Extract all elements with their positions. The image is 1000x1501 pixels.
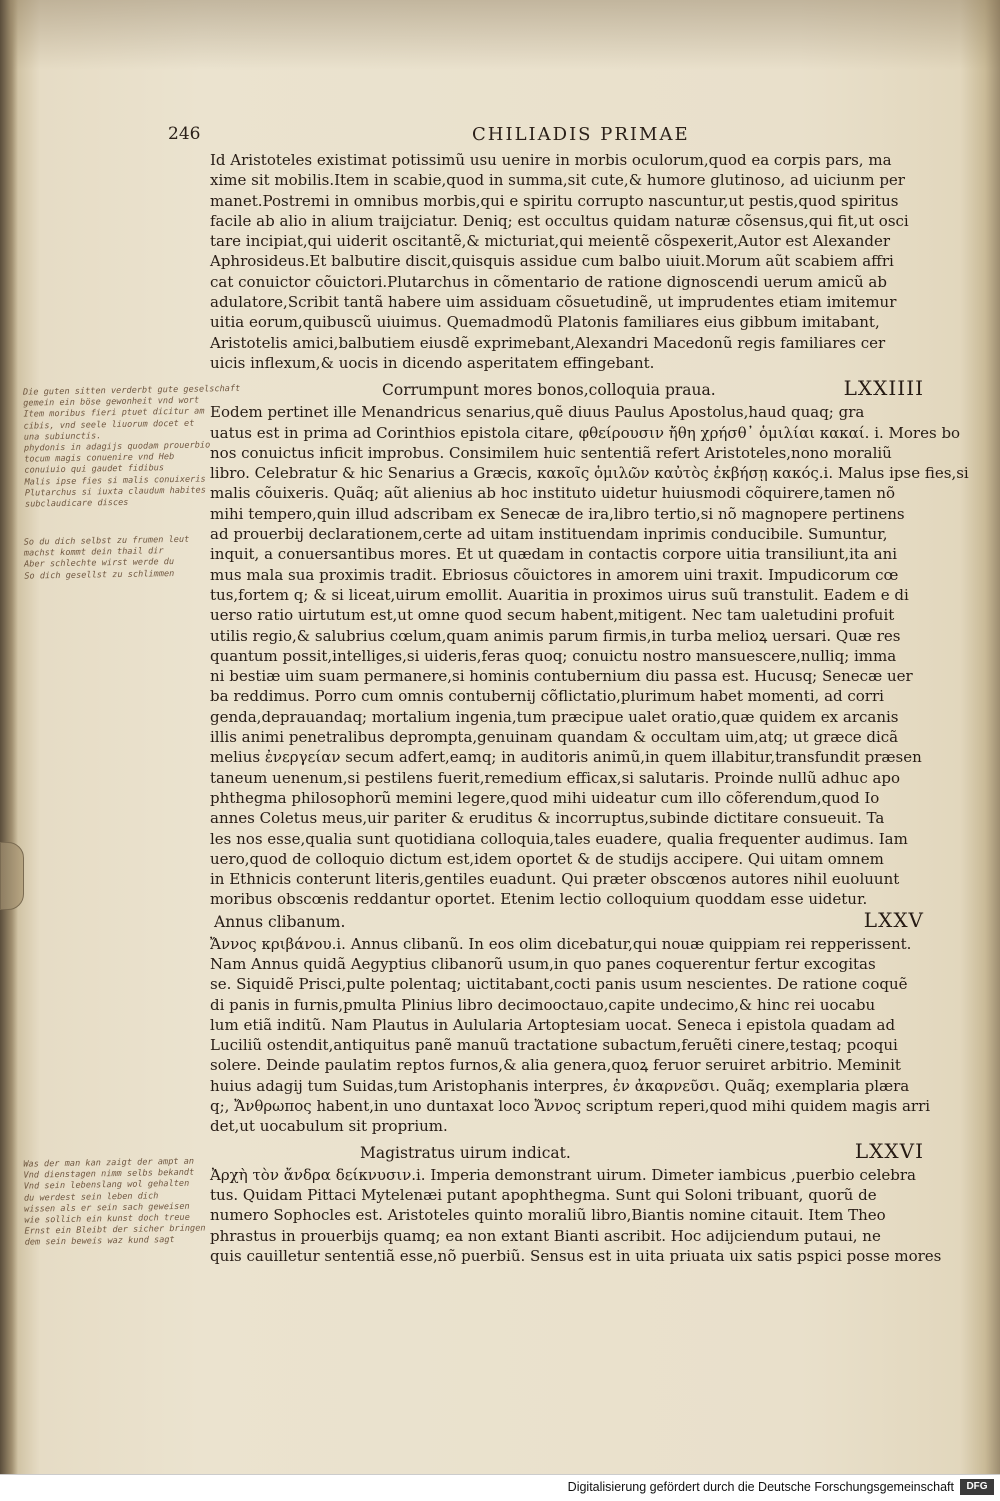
handwritten-line: conuiuio qui gaudet fidibus	[24, 463, 165, 477]
text-line: ad prouerbij declarationem,certe ad uitam instituendam inprimis conducibile. Sumuntur,	[210, 525, 888, 544]
handwritten-line: Malis ipse fies si malis conuixeris	[24, 474, 206, 488]
handwritten-line: Die guten sitten verderbt gute geselschaft	[22, 383, 241, 398]
handwritten-line: tocum magis conuenire vnd Heb	[24, 452, 175, 465]
text-line: det,ut uocabulum sit proprium.	[210, 1117, 448, 1136]
adage-heading-lxxvi	[210, 1138, 924, 1165]
text-line: quantum possit,intelliges,si uideris,feras quoq; conuictu nostro mansuescere,nulliq; imma	[210, 646, 897, 665]
text-line: ni bestiæ uim suam permanere,si hominis contubernium diu passa est. Hucusq; Senecæ uer	[210, 667, 913, 686]
text-line: tus,fortem q; & si liceat,uirum emollit. Auaritia in proximos uirus suũ transtulit. Eadem e di	[210, 585, 909, 604]
text-line: lum etiã inditũ. Nam Plautus in Aulularia Artoptesiam uocat. Seneca i epistola quadam ad	[210, 1015, 896, 1034]
text-line: di panis in furnis,pmulta Plinius libro decimooctauo,capite undecimo,& hinc rei uocabu	[210, 995, 876, 1014]
text-line: quis cauilletur sententiã esse,nõ puerbiũ. Sensus est in uita priuata uix satis pspici posse mores	[210, 1246, 942, 1265]
text-line: numero Sophocles est. Aristoteles quinto moraliũ libro,Biantis nomine citauit. Item Theo	[210, 1206, 886, 1225]
handwritten-line: Item moribus fieri ptuet dicitur am	[23, 406, 205, 421]
text-line: phrastus in prouerbijs quamq; ea non extant Bianti ascribit. Hoc adijciendum putaui, ne	[210, 1226, 881, 1245]
adage-title: Magistratus uirum indicat.	[360, 1143, 571, 1162]
text-line: mihi tempero,quin illud adscribam ex Senecæ de ira,libro tertio,si nõ magnopere pertinens	[210, 504, 905, 523]
text-line: in Ethnicis conterunt literis,gentiles euadunt. Qui præter obscœnos autores nihil euoluunt	[210, 870, 900, 889]
handwritten-line: Ernst ein Bleibt der sicher bringen	[24, 1223, 206, 1237]
text-line: Ἀρχὴ τὸν ἄνδρα δείκνυσιν.i. Imperia demonstrant uirum. Dimeter iambicus ,puerbio celebra	[210, 1165, 916, 1184]
text-line: uatus est in prima ad Corinthios epistola citare, φθείρουσιν ἤθη χρήσθ᾽ ὁμιλίαι κακαί. i. Mores bo	[210, 423, 961, 442]
handwritten-line: gemein ein böse gewonheit vnd wort	[23, 395, 200, 409]
text-line: taneum uenenum,si pestilens fuerit,remedium efficax,si salutaris. Proinde nullũ adhuc apo	[210, 768, 901, 787]
text-line: malis cõuixeris. Quãq; aũt alienius ab hoc instituto uidetur huiusmodi cõquirere,tamen nõ	[210, 484, 896, 503]
adage-numeral: LXXV	[863, 907, 924, 932]
handwritten-line: cibis, vnd seele liuorum docet et	[23, 418, 195, 432]
text-line: mus mala sua proximis tradit. Ebriosus cõuictores in amorem uini traxit. Impudicorum cœ	[210, 565, 899, 584]
text-line: inquit, a conuersantibus mores. Et ut quædam in contactis corpore uitia transiliunt,ita ani	[210, 545, 898, 564]
text-line: genda,deprauandaq; mortalium ingenia,tum præcipue ualet oratio,quæ quidem ex arcanis	[210, 707, 899, 726]
handwritten-line: Was der man kan zaigt der ampt an	[23, 1156, 195, 1170]
text-line: nos conuictus inficit improbus. Consimilem huic sententiã refert Aristoteles,nono moraliũ	[210, 443, 892, 462]
adage-numeral: LXXIIII	[843, 376, 924, 401]
adage-heading-lxxiiii	[210, 378, 922, 402]
handwritten-line: wissen als er sein sach geweisen	[24, 1201, 190, 1215]
marginal-note-2	[24, 534, 213, 582]
text-line: illis animi penetralibus deprompta,genuinam quandam & occultam uim,atq; ut græce dicã	[210, 728, 899, 747]
book-gutter	[0, 0, 18, 1501]
page-clasp-tab	[0, 842, 24, 910]
handwritten-line: Vnd sein lebenslang wol gehalten	[23, 1179, 190, 1193]
handwritten-line: una subiunctis.	[23, 431, 102, 443]
handwritten-line: So du dich selbst zu frumen leut	[23, 534, 190, 548]
paragraph-lxxvi	[210, 1165, 942, 1266]
marginal-note-3	[23, 1156, 213, 1249]
handwritten-line: So dich gesellst zu schlimmen	[24, 568, 175, 582]
text-line: annes Coletus meus,uir pariter & eruditus & incorruptus,subinde dictitare consueuit. Ta	[210, 809, 885, 828]
paragraph-lxxv	[210, 934, 931, 1137]
text-line: Eodem pertinet ille Menandricus senarius,quẽ diuus Paulus Apostolus,haud quaq; gra	[210, 403, 865, 422]
text-line: manet.Postremi in omnibus morbis,qui e spiritu corrupto nascuntur,ut pestis,quod spiritus	[210, 191, 899, 210]
text-line: facile ab alio in alium traijciatur. Deniq; est occultus quidam naturæ cõsensus,qui fit,ut osci	[210, 211, 909, 230]
text-line: libro. Celebratur & hic Senarius a Græcis, κακοῖς ὁμιλῶν καὐτὸς ἐκβήσῃ κακός.i. Malus ipse fies,si	[210, 464, 969, 483]
folio-number: 246	[168, 124, 201, 144]
handwritten-line: machst kommt dein thail dir	[23, 546, 164, 559]
digitization-footer	[0, 1474, 1000, 1501]
dfg-logo: DFG	[960, 1479, 994, 1495]
text-line: huius adagij tum Suidas,tum Aristophanis interpres, ἐν ἀκαρνεῦσι. Quãq; exemplaria plæra	[210, 1076, 910, 1095]
handwritten-line: dem sein beweis waz kund sagt	[24, 1235, 175, 1249]
running-head-title: CHILIADIS PRIMAE	[472, 124, 690, 145]
text-line: Luciliũ ostendit,antiquitus panẽ manuũ tractatione subactum,feruẽti cinere,testaq; pcoqui	[210, 1036, 898, 1055]
text-line: Aristotelis amici,balbutiem eiusdẽ exprimebant,Alexandri Macedonũ regis familiares cer	[210, 333, 886, 352]
text-line: les nos esse,qualia sunt quotidiana colloquia,tales euadere, qualia frequenter audimus. Iam	[210, 829, 908, 848]
text-line: Aphrosideus.Et balbutire discit,quisquis assidue cum balbo uiuit.Morum aũt scabiem affri	[210, 252, 894, 271]
text-line: tare incipiat,qui uiderit oscitantẽ,& micturiat,qui meientẽ cõspexerit,Autor est Alexander	[210, 232, 891, 251]
paragraph-lxxiiii	[210, 402, 969, 909]
text-line: cat conuictor cõuictori.Plutarchus in cõmentario de ratione dignoscendi uerum amicũ ab	[210, 272, 887, 291]
adage-title: Annus clibanum.	[214, 912, 346, 931]
text-line: melius ἐνεργείαν secum adfert,eamq; in auditoris animũ,in quem illabitur,transfundit præsen	[210, 748, 922, 767]
handwritten-line: Plutarchus si iuxta claudum habites	[24, 485, 206, 499]
handwritten-line: subclaudicare disces	[24, 497, 129, 510]
text-line: phthegma philosophorũ memini legere,quod mihi uideatur cum illo cõferendum,quod Io	[210, 788, 880, 807]
marginal-note-1	[22, 383, 241, 510]
handwritten-line: wie sollich ein kunst doch treue	[24, 1212, 190, 1226]
text-line: moribus obscœnis reddantur oportet. Etenim lectio colloquium quoddam esse uidetur.	[210, 890, 868, 909]
funding-credit: Digitalisierung gefördert durch die Deutsche Forschungsgemeinschaft	[567, 1480, 954, 1494]
text-line: uero,quod de colloquio dictum est,idem oportet & de studijs accipere. Qui uitam omnem	[210, 849, 884, 868]
handwritten-line: Vnd dienstagen nimm selbs bekandt	[23, 1167, 195, 1181]
text-line: Id Aristoteles existimat potissimũ usu uenire in morbis oculorum,quod ea corpis pars, ma	[210, 151, 892, 169]
handwritten-line: du werdest sein leben dich	[23, 1190, 159, 1204]
text-line: solere. Deinde paulatim reptos furnos,& alia genera,quoꝝ feruor seruiret arbitrio. Meminit	[210, 1056, 901, 1075]
adage-heading-lxxv	[210, 907, 924, 934]
text-line: adulatore,Scribit tantã habere uim assiduam cõsuetudinẽ, ut imprudentes etiam imitemur	[210, 293, 897, 312]
text-line: se. Siquidẽ Prisci,pulte polentaq; uictitabant,cocti panis usum nescientes. De ratione coquẽ	[210, 975, 908, 994]
text-line: uicis inflexum,& uocis in dicendo asperitatem effingebant.	[210, 353, 655, 372]
text-line: Nam Annus quidã Aegyptius clibanorũ usum,in quo panes coquerentur fertur excogitas	[210, 954, 876, 973]
main-text-block	[210, 150, 969, 1266]
text-line: utilis regio,& salubrius cœlum,quam animis parum firmis,in turba melioꝝ uersari. Quæ res	[210, 626, 901, 645]
adage-title: Corrumpunt mores bonos,colloquia praua.	[382, 381, 716, 400]
adage-numeral: LXXVI	[854, 1138, 924, 1163]
text-line: xime sit mobilis.Item in scabie,quod in summa,sit cute,& humore glutinoso, ad uiciunm per	[210, 171, 905, 190]
text-line: uitia eorum,quibuscũ uiuimus. Quemadmodũ Platonis familiares eius gibbum imitabant,	[210, 313, 880, 332]
text-line: tus. Quidam Pittaci Mytelenæi putant apophthegma. Sunt qui Soloni tribuant, quorũ de	[210, 1185, 877, 1204]
handwritten-line: Aber schlechte wirst werde du	[24, 557, 175, 571]
text-line: Ἄννος κριβάνου.i. Annus clibanũ. In eos olim dicebatur,qui nouæ quippiam rei repperissent.	[210, 934, 912, 953]
text-line: q;, Ἄνθρωπος habent,in uno duntaxat loco Ἄννος scriptum reperi,quod mihi quidem magis arri	[210, 1097, 931, 1116]
text-line: ba reddimus. Porro cum omnis contubernij cõflictatio,plurimum habet momenti, ad corri	[210, 687, 884, 706]
handwritten-line: phydonis in adagijs quodam prouerbio	[23, 440, 211, 454]
text-line: uerso ratio uirtutum est,ut omne quod secum habent,mitigent. Nec tam ualetudini profuit	[210, 606, 895, 625]
paragraph-lxxiii-end	[210, 150, 922, 373]
